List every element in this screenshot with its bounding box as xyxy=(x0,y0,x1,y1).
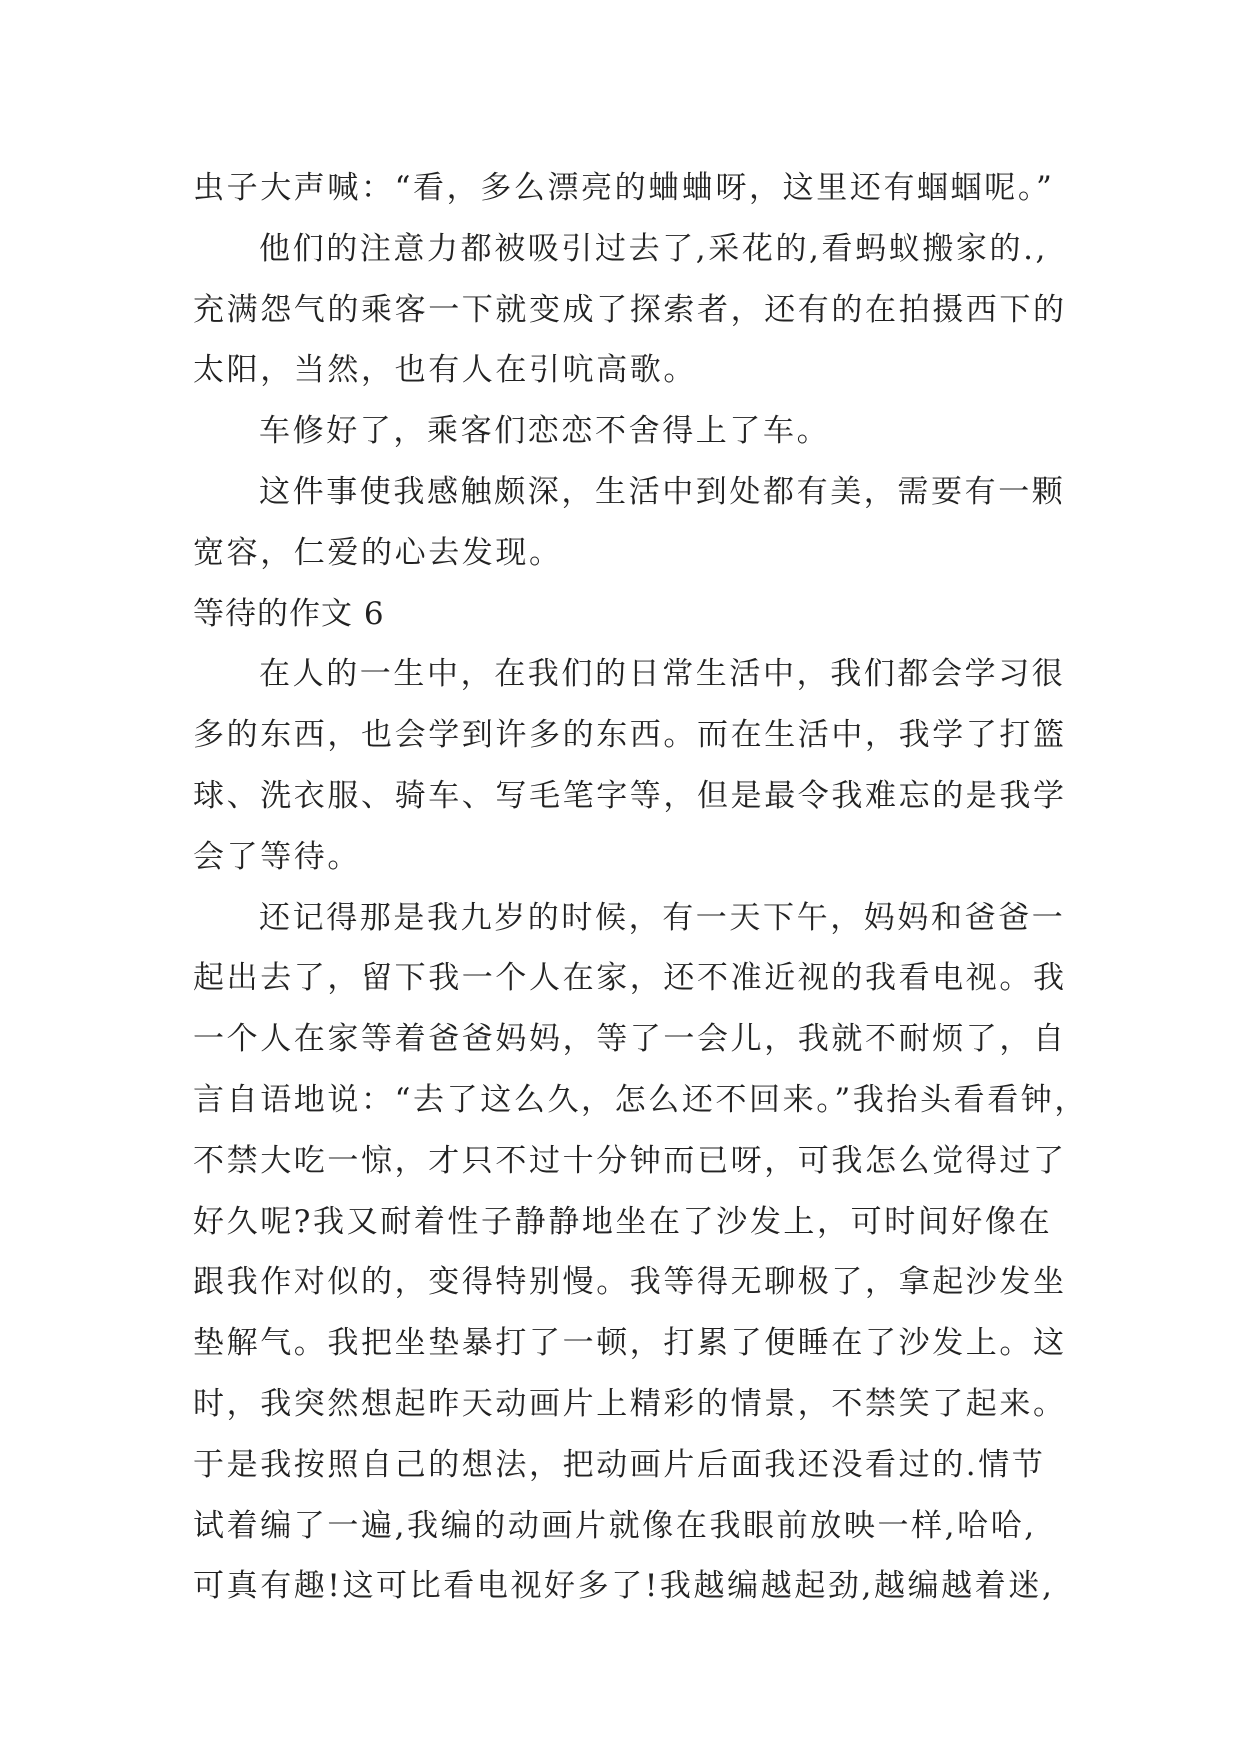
text-line: 太阳，当然，也有人在引吭高歌。 xyxy=(193,352,697,389)
text-line: 还记得那是我九岁的时候，有一天下午，妈妈和爸爸一 xyxy=(259,899,1066,936)
text-line: 不禁大吃一惊，才只不过十分钟而已呀，可我怎么觉得过了 xyxy=(193,1142,1067,1179)
text-line: 虫子大声喊：“看，多么漂亮的蛐蛐呀，这里还有蝈蝈呢。” xyxy=(193,170,1055,206)
text-line: 充满怨气的乘客一下就变成了探索者，还有的在拍摄西下的 xyxy=(193,291,1067,328)
text-line: 多的东西，也会学到许多的东西。而在生活中，我学了打篮 xyxy=(193,717,1067,754)
text-line: 言自语地说：“去了这么久，怎么还不回来。”我抬头看看钟， xyxy=(193,1081,1088,1118)
text-line: 这件事使我感触颇深，生活中到处都有美，需要有一颗 xyxy=(259,473,1066,510)
text-line: 跟我作对似的，变得特别慢。我等得无聊极了，拿起沙发坐 xyxy=(193,1264,1067,1301)
text-line: 车修好了，乘客们恋恋不舍得上了车。 xyxy=(259,413,831,450)
text-line: 于是我按照自己的想法，把动画片后面我还没看过的.情节 xyxy=(193,1446,1046,1483)
text-line: 一个人在家等着爸爸妈妈，等了一会儿，我就不耐烦了，自 xyxy=(193,1021,1067,1058)
text-line: 宽容，仁爱的心去发现。 xyxy=(193,534,563,571)
text-line: 可真有趣!这可比看电视好多了!我越编越起劲,越编越着迷, xyxy=(193,1568,1055,1605)
text-line: 时，我突然想起昨天动画片上精彩的情景，不禁笑了起来。 xyxy=(193,1385,1067,1422)
text-line: 会了等待。 xyxy=(193,838,361,875)
text-line: 好久呢?我又耐着性子静静地坐在了沙发上，可时间好像在 xyxy=(193,1203,1053,1240)
text-line: 他们的注意力都被吸引过去了,采花的,看蚂蚁搬家的., xyxy=(259,230,1049,267)
text-line: 垫解气。我把坐垫暴打了一顿，打累了便睡在了沙发上。这 xyxy=(193,1325,1067,1362)
text-line: 在人的一生中，在我们的日常生活中，我们都会学习很 xyxy=(259,656,1066,693)
text-line: 起出去了，留下我一个人在家，还不准近视的我看电视。我 xyxy=(193,960,1067,997)
text-line: 试着编了一遍,我编的动画片就像在我眼前放映一样,哈哈, xyxy=(193,1507,1037,1544)
document-body xyxy=(193,158,1088,1617)
section-heading: 等待的作文 6 xyxy=(193,595,385,632)
text-line: 球、洗衣服、骑车、写毛笔字等，但是最令我难忘的是我学 xyxy=(193,777,1067,814)
